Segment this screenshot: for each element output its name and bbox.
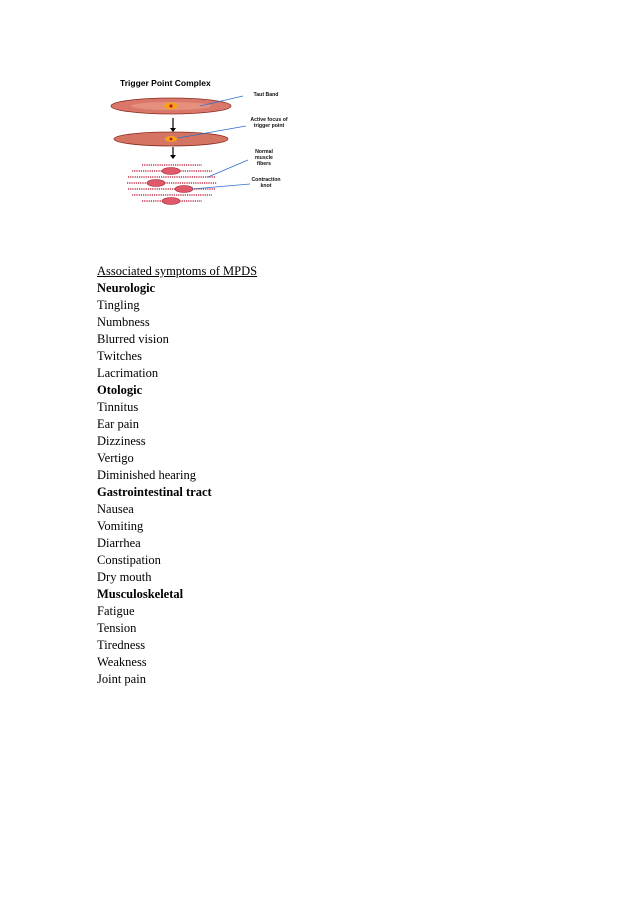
list-item: Fatigue bbox=[97, 604, 135, 618]
symptoms-list bbox=[97, 263, 537, 688]
section-title: Neurologic bbox=[97, 281, 156, 295]
list-item: Lacrimation bbox=[97, 366, 159, 380]
contraction-knot-shape bbox=[147, 168, 193, 205]
section-gastrointestinal bbox=[97, 484, 537, 586]
contraction-knot-label: Contraction knot bbox=[251, 177, 281, 189]
list-item: Tinnitus bbox=[97, 400, 139, 414]
taut-band-label: Taut Band bbox=[253, 92, 279, 98]
list-item: Numbness bbox=[97, 315, 150, 329]
list-item: Vomiting bbox=[97, 519, 144, 533]
section-title: Gastrointestinal tract bbox=[97, 485, 212, 499]
figure-title: Trigger Point Complex bbox=[120, 78, 211, 88]
section-otologic bbox=[97, 382, 537, 484]
list-item: Blurred vision bbox=[97, 332, 169, 346]
list-item: Tiredness bbox=[97, 638, 146, 652]
list-item: Nausea bbox=[97, 502, 134, 516]
list-item: Weakness bbox=[97, 655, 147, 669]
list-item: Twitches bbox=[97, 349, 142, 363]
list-item: Vertigo bbox=[97, 451, 134, 465]
section-neurologic bbox=[97, 280, 537, 382]
page-heading: Associated symptoms of MPDS bbox=[97, 264, 258, 278]
list-item: Constipation bbox=[97, 553, 161, 567]
section-title: Otologic bbox=[97, 383, 143, 397]
normal-fibers-label: Normal muscle fibers bbox=[255, 149, 273, 167]
list-item: Dry mouth bbox=[97, 570, 152, 584]
section-musculoskeletal bbox=[97, 586, 537, 688]
list-item: Diminished hearing bbox=[97, 468, 196, 482]
list-item: Tingling bbox=[97, 298, 140, 312]
section-title: Musculoskeletal bbox=[97, 587, 184, 601]
list-item: Ear pain bbox=[97, 417, 139, 431]
list-item: Joint pain bbox=[97, 672, 146, 686]
list-item: Diarrhea bbox=[97, 536, 141, 550]
list-item: Tension bbox=[97, 621, 137, 635]
trigger-point-figure bbox=[108, 76, 298, 216]
list-item: Dizziness bbox=[97, 434, 146, 448]
active-focus-label: Active focus of trigger point bbox=[250, 117, 288, 129]
